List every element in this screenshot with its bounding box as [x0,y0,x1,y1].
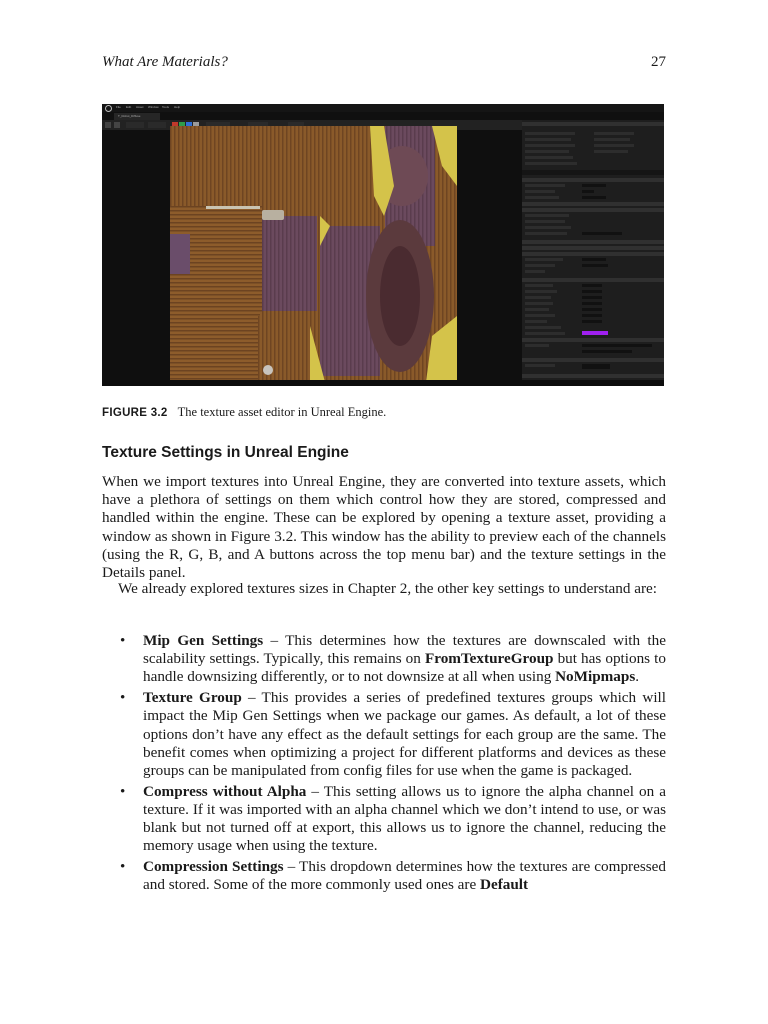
figure-caption-text: The texture asset editor in Unreal Engine. [177,405,387,419]
setting-row [525,296,551,299]
setting-field [582,344,652,347]
section-file-path [522,338,664,342]
bullet-marker: • [120,632,126,649]
bullet-text: – This dropdown determines how the textures are compressed and stored. Some of the more commonly used ones are [143,857,667,894]
section-compression [522,208,664,212]
unreal-logo-icon [105,105,112,112]
setting-row [525,284,553,287]
setting-row [525,314,555,317]
setting-row [525,302,553,305]
section-advanced-2 [522,374,664,378]
setting-field [582,258,606,261]
ue-menu-tools: Tools [162,105,170,109]
bullet-marker: • [120,782,126,800]
figure-caption [102,405,386,420]
setting-row [525,332,565,335]
bullet-term: Compression Settings [143,857,284,875]
setting-field [582,302,602,305]
bullet-strong: NoMipmaps [555,668,636,686]
setting-row [525,184,565,187]
setting-row [525,220,565,223]
setting-field [582,364,610,369]
bullet-item-mip-gen [102,632,666,687]
bullet-strong: FromTextureGroup [424,650,554,668]
details-tab-header [522,122,664,126]
bullet-strong: Default [480,876,529,894]
page-number: 27 [651,54,666,70]
bullet-text: – This determines how the textures are downscaled with the scalability settings. Typically, this remains on [143,632,666,668]
setting-row [525,290,557,293]
setting-field [582,320,602,323]
bullet-marker: • [120,857,126,875]
bullet-item-compression-settings [102,858,666,894]
figure-label: FIGURE 3.2 [102,407,168,419]
section-texture [522,240,664,244]
section-adjustments [522,278,664,282]
bullet-item-texture-group [102,689,666,780]
bullet-list [102,632,666,897]
setting-row [525,320,547,323]
setting-field [582,314,602,317]
section-heading: Texture Settings in Unreal Engine [102,444,349,461]
ue-tabstrip [102,112,664,120]
figure-texture-editor [102,104,664,386]
compress-button [148,122,166,128]
setting-row [525,226,571,229]
ue-tab-label: T_Robot_Diffuse [118,114,141,118]
setting-row [525,258,563,261]
running-head-title: What Are Materials? [102,54,228,70]
bullet-text: but has options to handle downsizing differently, or to not downsize at all when using [143,650,666,686]
bullet-text: – This setting allows us to ignore the alpha channel on a texture. If it was imported with an alpha channel which we don’t intend to use, or was blank but not turned off at export, this allows us to ignore the channel, reducing the memory usage when using the texture. [143,782,666,855]
bullet-text: – This provides a series of predefined textures groups which will impact the Mip Gen Settings when we package our games. As default, a lot of these options don’t have any effect as the default settings for each group are the same. The benefit comes when optimizing a project for different platforms and devices as these groups can be manipulated from config files for use when the game is packaged. [143,689,666,779]
setting-field [582,196,606,199]
setting-row [525,264,555,267]
setting-field [582,350,632,353]
setting-field [582,308,602,311]
setting-row [525,214,569,217]
setting-field [582,232,622,235]
info-row [525,138,571,141]
section-texture-group [522,252,664,256]
setting-row [525,364,555,367]
info-row [525,132,575,135]
setting-row [525,270,545,273]
info-row [525,156,573,159]
details-search [522,170,664,175]
ue-menubar [102,104,664,112]
section-filter [522,246,664,250]
info-row [594,132,634,135]
paragraph-2: We already explored textures sizes in Chapter 2, the other key settings to understand are: [118,580,658,597]
setting-row [525,232,567,235]
info-row [525,144,575,147]
info-row [525,150,569,153]
ue-asset-tab [114,113,160,120]
details-panel [522,120,664,380]
texture-preview [170,126,457,382]
setting-row [525,344,549,347]
setting-row [525,326,561,329]
ue-menu-edit: Edit [126,105,132,109]
setting-field [582,290,602,293]
running-head [102,54,666,74]
setting-row [525,308,549,311]
info-row [594,144,634,147]
bullet-term: Texture Group [143,689,242,707]
setting-row [525,190,555,193]
info-row [525,162,577,165]
ue-statusbar [102,380,664,386]
bullet-term: Compress without Alpha [143,782,307,800]
browse-icon [114,122,120,128]
setting-row [525,196,559,199]
color-swatch [582,331,608,335]
info-row [594,150,628,153]
reimport-button [126,122,144,128]
section-advanced [522,202,664,206]
save-icon [105,122,111,128]
section-preview [522,358,664,362]
bullet-text: . [635,668,640,686]
setting-field [582,296,602,299]
ue-menu-help: Help [174,105,181,109]
ue-menu-file: File [116,105,121,109]
section-level-of-detail [522,178,664,182]
bullet-term: Mip Gen Settings [143,632,264,649]
setting-field [582,264,608,267]
ue-menu-asset: Asset [136,105,144,109]
setting-field [582,284,602,287]
info-row [594,138,630,141]
bullet-item-compress-without-alpha [102,783,666,856]
bullet-marker: • [120,689,126,707]
setting-field [582,190,594,193]
paragraph-1: When we import textures into Unreal Engine, they are converted into texture assets, which have a plethora of settings on them which control how they are stored, compressed and handled within the engine. These can be explored by opening a texture asset, providing a window as shown in Figure 3.2. This window has the ability to preview each of the channels (using the R, G, B, and A buttons across the top menu bar) and the texture settings in the Details panel. [102,473,666,582]
setting-field [582,184,606,187]
ue-menu-window: Window [148,105,159,109]
